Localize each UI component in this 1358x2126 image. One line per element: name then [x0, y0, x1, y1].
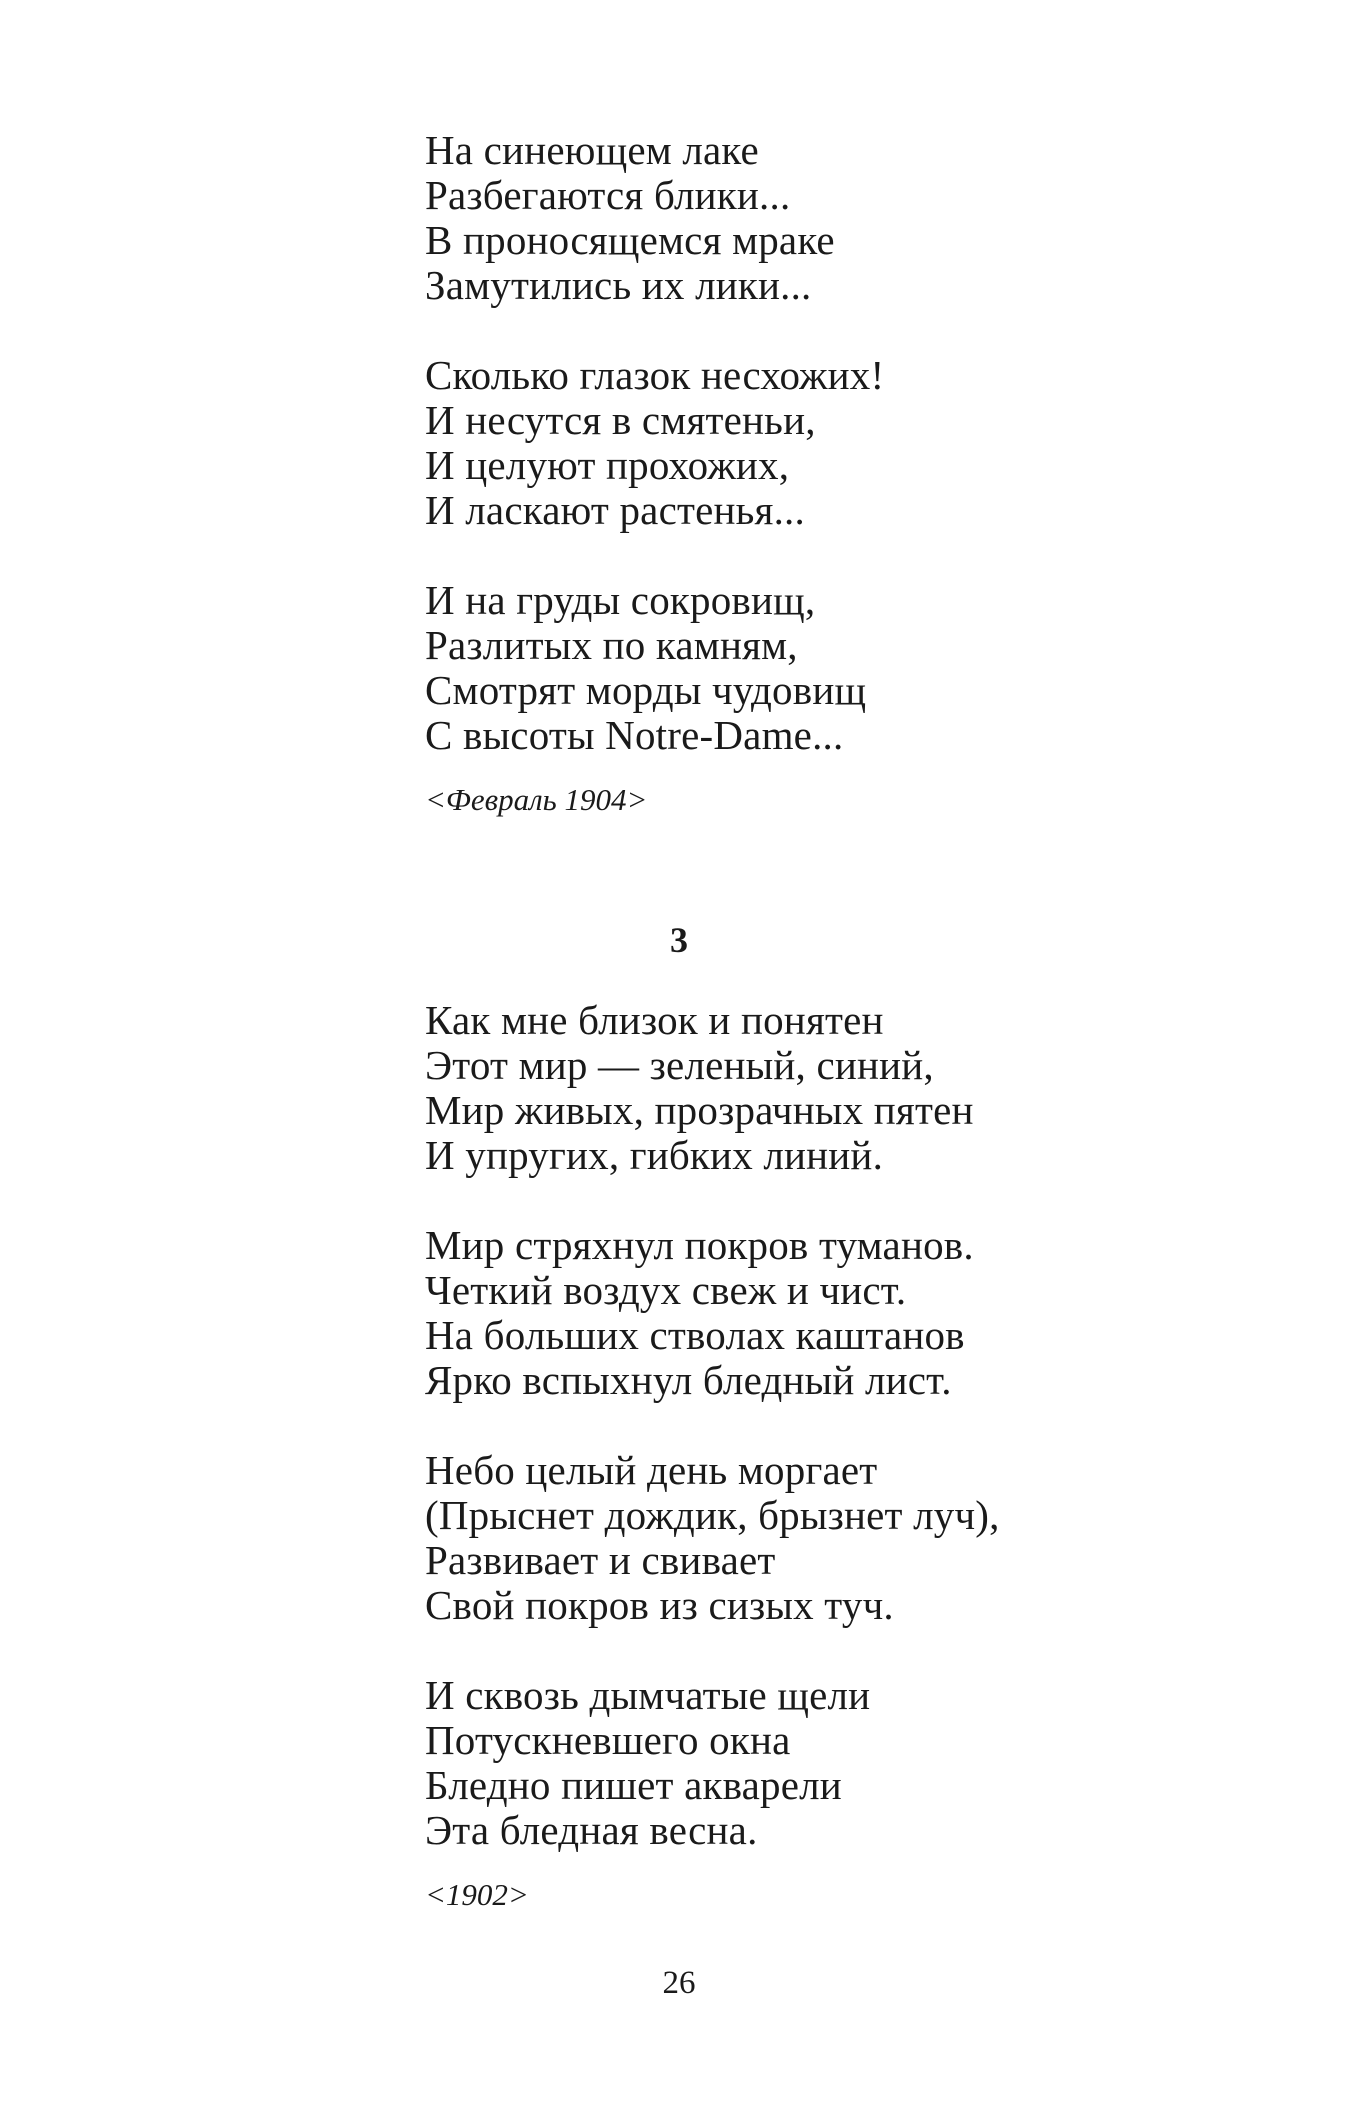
verse-line: Разлитых по камням, — [425, 622, 798, 668]
verse-line: (Прыснет дождик, брызнет луч), — [425, 1492, 1000, 1538]
verse-line: И упругих, гибких линий. — [425, 1132, 884, 1178]
verse-line: В проносящемся мраке — [425, 217, 835, 263]
verse-line: Развивает и свивает — [425, 1537, 776, 1583]
verse-line: Свой покров из сизых туч. — [425, 1582, 894, 1628]
poem1-date: <Февраль 1904> — [425, 782, 648, 817]
verse-line: На больших стволах каштанов — [425, 1312, 965, 1358]
poem2-stanza-1 — [425, 998, 1185, 1178]
verse-line: Этот мир — зеленый, синий, — [425, 1042, 934, 1088]
verse-line: Сколько глазок несхожих! — [425, 352, 885, 398]
poem2-stanza-2 — [425, 1223, 1185, 1403]
verse-line: И ласкают растенья... — [425, 487, 805, 533]
verse-line: На синеющем лаке — [425, 127, 759, 173]
verse-line: Смотрят морды чудовищ — [425, 667, 867, 713]
verse-line: С высоты Notre-Dame... — [425, 712, 844, 758]
verse-line: И на груды сокровищ, — [425, 577, 816, 623]
section-number: 3 — [670, 920, 688, 960]
poem2-date: <1902> — [425, 1877, 529, 1912]
verse-line: Мир живых, прозрачных пятен — [425, 1087, 974, 1133]
poem1-stanza-3 — [425, 578, 1185, 758]
verse-line: Ярко вспыхнул бледный лист. — [425, 1357, 952, 1403]
verse-line: Замутились их лики... — [425, 262, 812, 308]
verse-line: Разбегаются блики... — [425, 172, 791, 218]
poem2-stanza-3 — [425, 1448, 1185, 1628]
poem2-stanza-4 — [425, 1673, 1185, 1853]
poem1-stanza-2 — [425, 353, 1185, 533]
verse-line: Бледно пишет акварели — [425, 1762, 842, 1808]
verse-line: Эта бледная весна. — [425, 1807, 758, 1853]
verse-line: И несутся в смятеньи, — [425, 397, 816, 443]
verse-line: Мир стряхнул покров туманов. — [425, 1222, 974, 1268]
verse-line: Как мне близок и понятен — [425, 997, 884, 1043]
page-number: 26 — [662, 1965, 696, 2001]
verse-line: Небо целый день моргает — [425, 1447, 878, 1493]
verse-line: И сквозь дымчатые щели — [425, 1672, 871, 1718]
verse-line: И целуют прохожих, — [425, 442, 790, 488]
verse-line: Четкий воздух свеж и чист. — [425, 1267, 907, 1313]
verse-line: Потускневшего окна — [425, 1717, 791, 1763]
poem1-stanza-1 — [425, 128, 1185, 308]
